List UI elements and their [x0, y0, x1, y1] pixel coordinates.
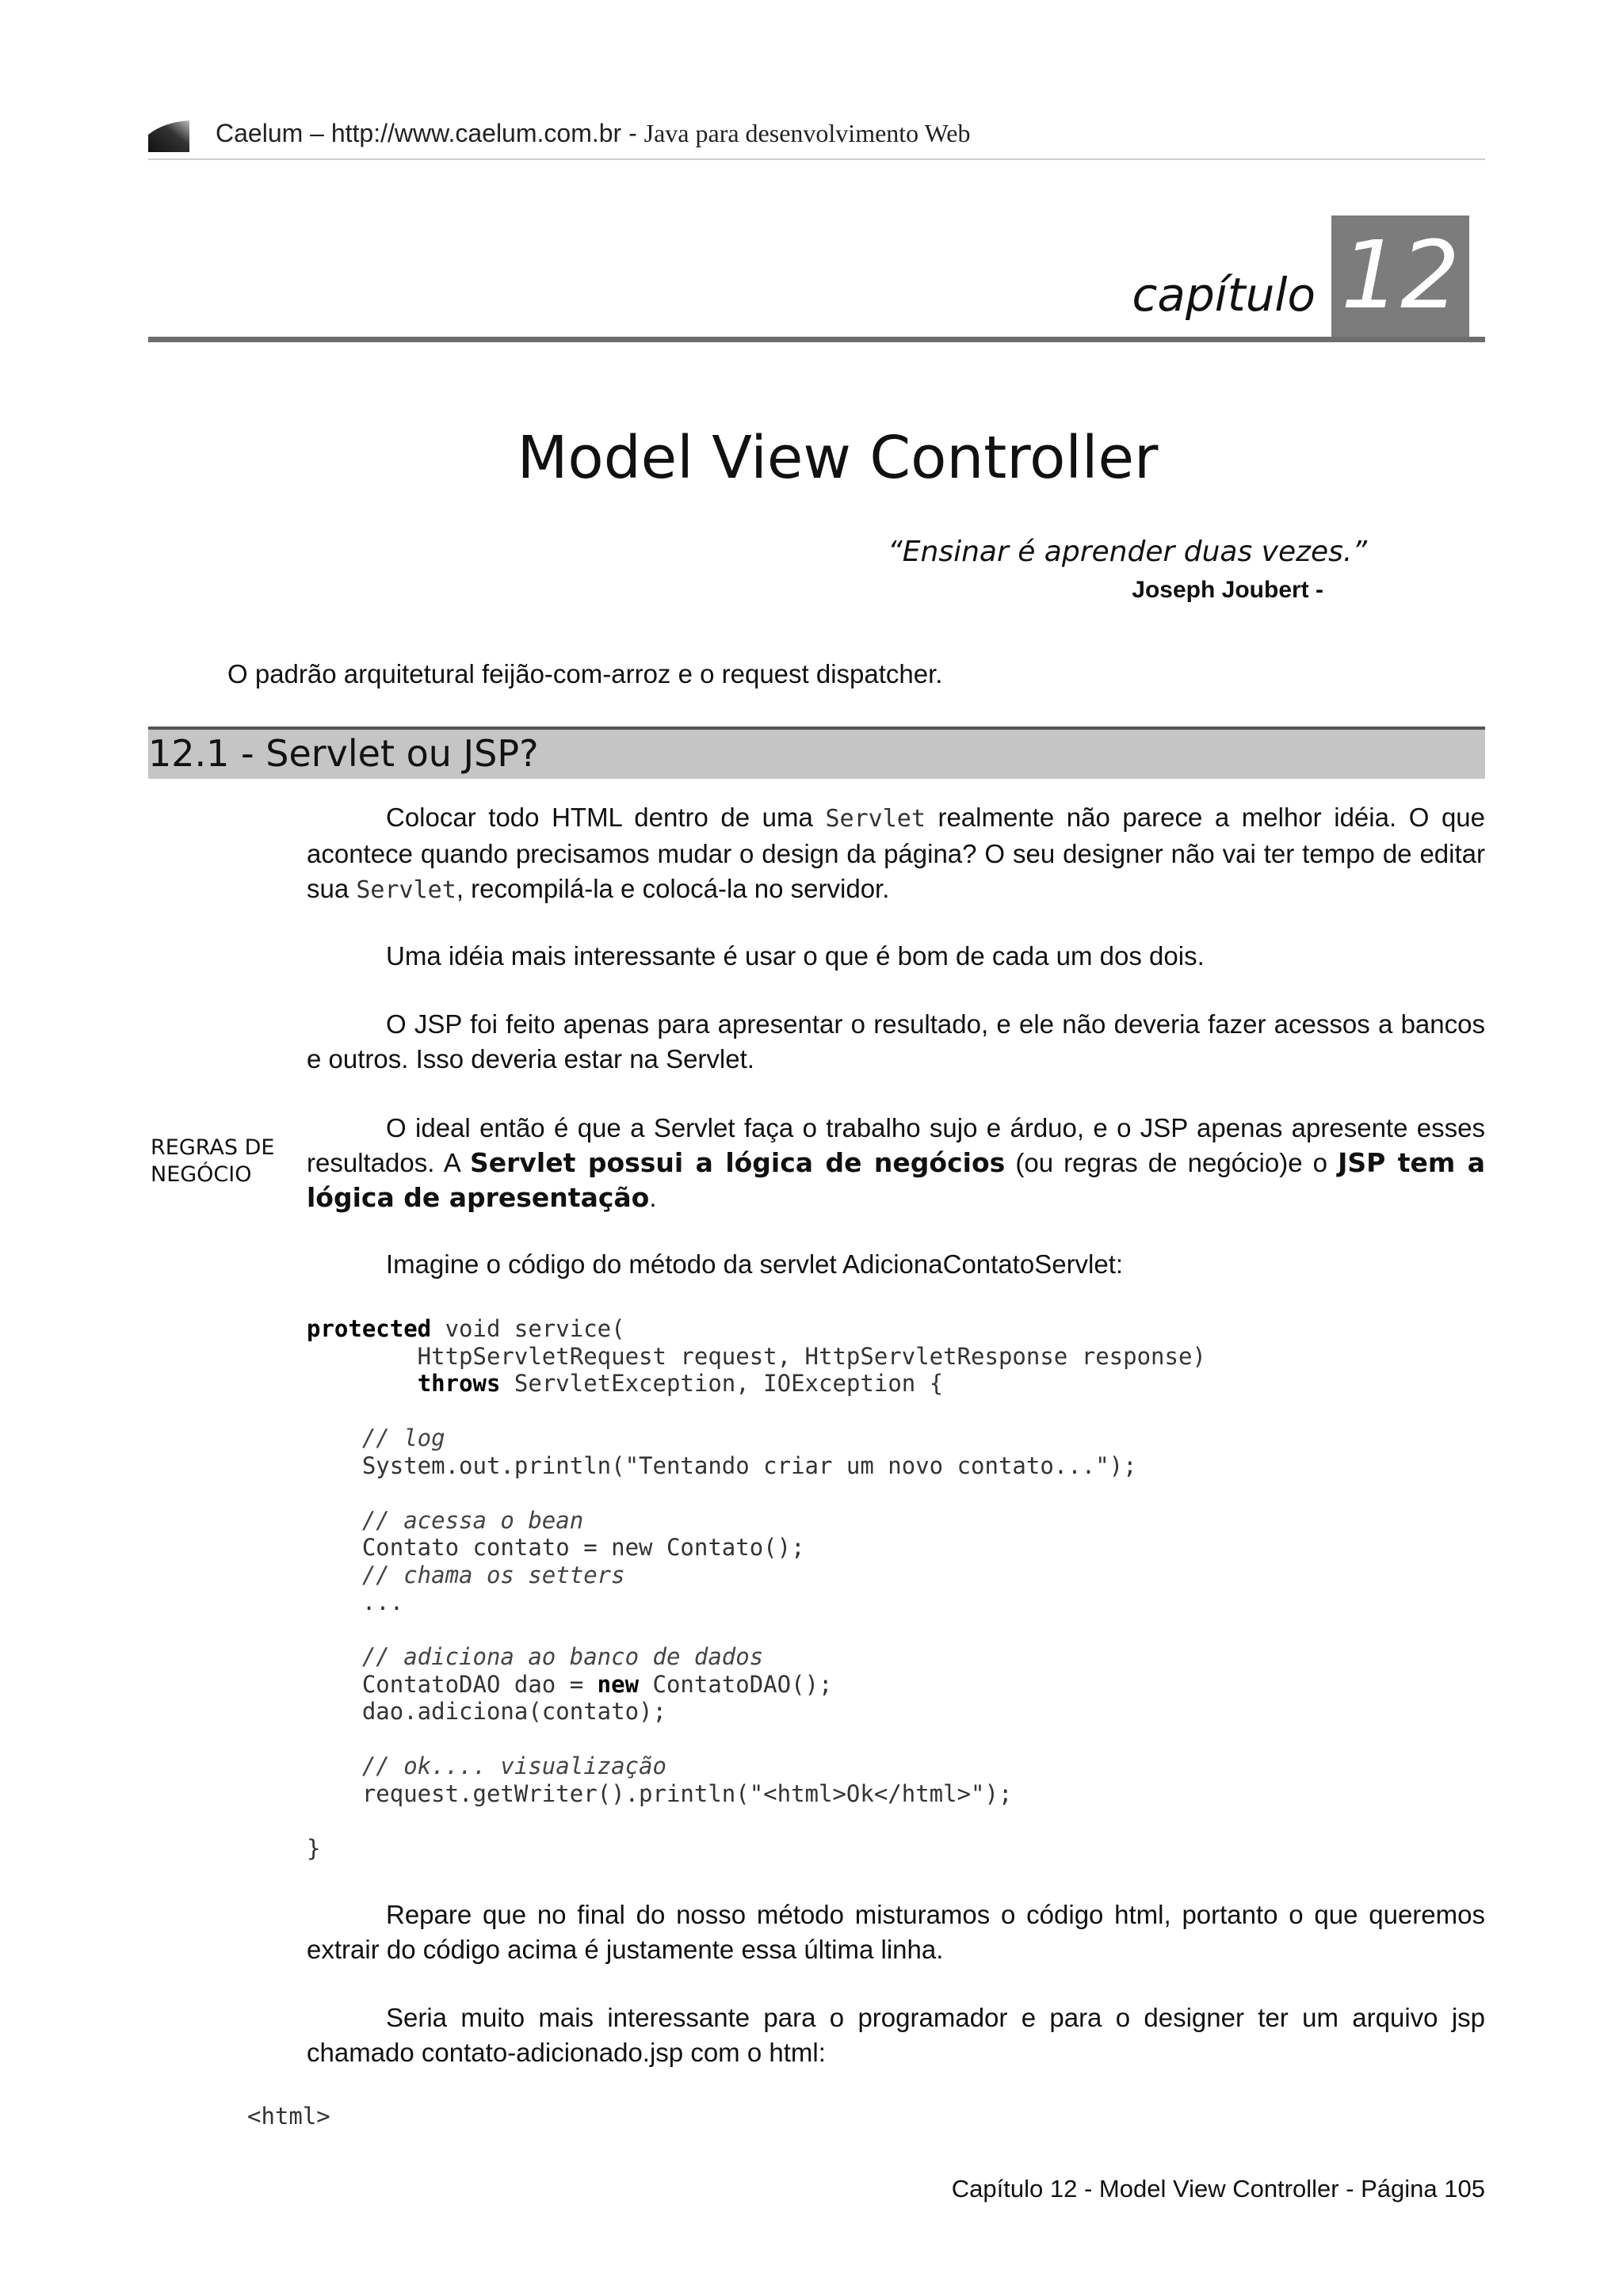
paragraph-text: . — [649, 1183, 657, 1212]
paragraph-text: O ideal então é que a Servlet faça o trabalho sujo e árduo, e o JSP apenas apresente esses resultados. A — [307, 1113, 1485, 1177]
code-line: ServletException, IOException { — [500, 1370, 944, 1397]
section-heading: 12.1 - Servlet ou JSP? — [148, 732, 539, 775]
inline-code: Servlet — [356, 876, 456, 904]
code-comment: // adiciona ao banco de dados — [307, 1643, 764, 1670]
paragraph-2: Uma idéia mais interessante é usar o que é bom de cada um dos dois. — [386, 941, 1205, 971]
paragraph-6: Repare que no final do nosso método misturamos o código html, portanto o que queremos extrair do código acima é justamente essa última linha. — [307, 1900, 1485, 1964]
code-keyword: new — [597, 1670, 640, 1698]
header-book-title: Java para desenvolvimento Web — [643, 119, 971, 147]
code-line: request.getWriter().println("<html>Ok</html>"); — [307, 1779, 1013, 1807]
code-line: } — [307, 1834, 321, 1862]
page-footer: Capítulo 12 - Model View Controller - Página 105 — [951, 2175, 1485, 2203]
paragraph-3: O JSP foi feito apenas para apresentar o resultado, e ele não deveria fazer acessos a bancos e outros. Isso deveria estar na Servlet. — [307, 1009, 1485, 1074]
inline-code: Servlet — [825, 805, 926, 833]
epigraph-quote: “Ensinar é aprender duas vezes.” — [888, 536, 1367, 568]
code-line: ContatoDAO(); — [639, 1670, 833, 1698]
paragraph-4 — [307, 1111, 1485, 1215]
code-line: ... — [307, 1589, 404, 1615]
header-site: Caelum – http://www.caelum.com.br - — [216, 119, 644, 147]
paragraph-5: Imagine o código do método da servlet AdicionaContatoServlet: — [386, 1249, 1124, 1279]
code-comment: // chama os setters — [307, 1561, 625, 1589]
caelum-logo-icon — [148, 120, 189, 152]
code-keyword: protected — [307, 1315, 432, 1342]
code-comment: // log — [307, 1425, 445, 1451]
code-line: void service( — [431, 1315, 625, 1342]
running-header — [216, 119, 970, 148]
code-comment: // ok.... visualização — [307, 1753, 666, 1779]
paragraph-text: , recompilá-la e colocá-la no servidor. — [456, 874, 890, 903]
code-comment: // acessa o bean — [307, 1506, 584, 1534]
code-line: ContatoDAO dao = — [307, 1670, 598, 1698]
emphasis-text: JSP tem a lógica de apresentação — [307, 1147, 1485, 1213]
margin-note-line: REGRAS DE — [151, 1135, 275, 1160]
code-indent — [307, 1370, 418, 1397]
paragraph-text: realmente não parece a melhor idéia. O que acontece quando precisamos mudar o design da página? O seu designer não vai ter tempo de editar sua — [307, 803, 1485, 903]
paragraph-text: Colocar todo HTML dentro de uma — [386, 803, 826, 832]
margin-note-line: NEGÓCIO — [151, 1162, 252, 1187]
chapter-label: capítulo — [1132, 268, 1316, 322]
code-html-snippet: <html> — [247, 2103, 330, 2130]
page-title: Model View Controller — [517, 424, 1159, 492]
paragraph-7: Seria muito mais interessante para o programador e para o designer ter um arquivo jsp chamado contato-adicionado.jsp com o html: — [307, 2003, 1485, 2067]
paragraph-1 — [307, 800, 1485, 908]
code-line: dao.adiciona(contato); — [307, 1698, 666, 1725]
chapter-divider — [148, 337, 1485, 342]
chapter-number: 12 — [1340, 220, 1461, 330]
code-listing — [307, 1315, 1206, 1862]
paragraph-text: (ou regras de negócio)e o — [1005, 1148, 1338, 1177]
margin-note — [151, 1135, 293, 1188]
epigraph-author: Joseph Joubert - — [1132, 577, 1323, 603]
code-line: HttpServletRequest request, HttpServletResponse response) — [307, 1342, 1206, 1370]
code-line: System.out.println("Tentando criar um novo contato..."); — [307, 1451, 1137, 1479]
code-line: Contato contato = new Contato(); — [307, 1534, 805, 1561]
chapter-intro: O padrão arquitetural feijão-com-arroz e o request dispatcher. — [227, 659, 943, 688]
emphasis-text: Servlet possui a lógica de negócios — [470, 1147, 1006, 1178]
code-keyword: throws — [417, 1370, 501, 1397]
header-divider — [148, 158, 1485, 160]
